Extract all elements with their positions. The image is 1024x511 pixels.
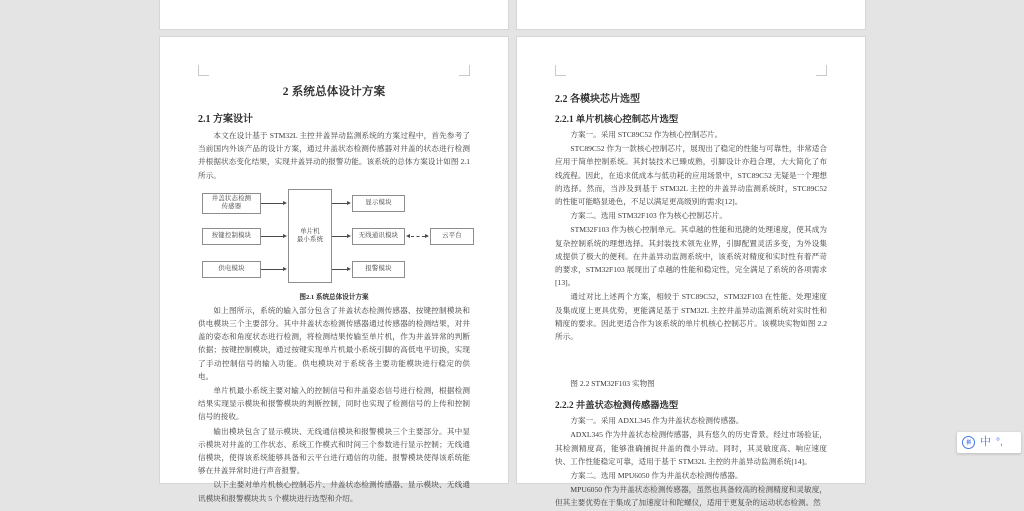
connector-mcu-display	[332, 203, 348, 204]
paragraph: 方案二。选用 STM32F103 作为核心控制芯片。	[570, 211, 727, 221]
ime-punctuation-mode-button[interactable]: °,	[996, 436, 1003, 448]
page-previous-left	[160, 0, 508, 29]
arrowhead	[347, 267, 351, 271]
connector-sensor-mcu	[261, 203, 284, 204]
ime-language-mode-button[interactable]: 中	[980, 436, 991, 448]
section-heading-2-2: 2.2 各模块芯片选型	[555, 94, 640, 105]
figure-image-placeholder	[555, 344, 827, 374]
paragraph: 通过对比上述两个方案，相较于 STC89C52，STM32F103 在性能、处理速度及集成度上更具优势，更能满足基于 STM32L 主控井盖异动监测系统对实时性和精度的要求。因此更适合作为该系统的单片机核心控制芯片。该模块实物如图 2.2 所示。	[555, 292, 827, 342]
arrowhead	[425, 234, 429, 238]
margin-mark-top-left	[555, 65, 566, 76]
section-heading-2-2-2: 2.2.2 井盖状态检测传感器选型	[555, 401, 679, 412]
connector-keys-mcu	[261, 236, 284, 237]
paragraph: 方案一。采用 ADXL345 作为井盖状态检测传感器。	[570, 416, 744, 426]
connector-mcu-alarm	[332, 269, 348, 270]
diagram-block-keys: 按键控制模块	[202, 228, 261, 245]
margin-mark-top-right	[459, 65, 470, 76]
arrowhead	[406, 234, 410, 238]
paragraph: 方案一。采用 STC89C52 作为核心控制芯片。	[570, 130, 723, 139]
arrowhead	[283, 267, 287, 271]
diagram-block-display: 显示模块	[352, 195, 405, 212]
paragraph: 本文在设计基于 STM32L 主控井盖异动监测系统的方案过程中，首先参考了当前国内外该产品的设计方案，通过井盖状态检测传感器对井盖的状态进行检测并根据状态变化结果，实现井盖异动的报警功能。该系统的总体方案设计如图 2.1 所示。	[198, 131, 470, 180]
page-right-body	[555, 83, 827, 511]
paragraph: 如上图所示，系统的输入部分包含了井盖状态检测传感器、按键控制模块和供电模块三个主要部分。其中井盖状态检测传感器通过传感器的检测结果，对井盖的姿态和角度状态进行检测，将检测结果传输至单片机，作为井盖异常的判断依据；按键控制模块，通过按键实现单片机最小系统引脚的高低电平切换，实现了手动控制信号的输入功能。供电模块对于系统各主要功能模块进行稳定的供电。	[198, 305, 470, 381]
diagram-block-cloud: 云平台	[430, 228, 474, 245]
figure-caption: 图 2.2 STM32F103 实物图	[570, 379, 655, 389]
ime-logo-icon[interactable]: 拼	[962, 436, 975, 449]
page-left-body	[198, 83, 470, 506]
paragraph: 方案二。选用 MPU6050 作为井盖状态检测传感器。	[570, 471, 743, 481]
page-left[interactable]	[160, 37, 508, 503]
margin-mark-top-right	[816, 65, 827, 76]
chapter-heading: 2 系统总体设计方案	[282, 86, 386, 98]
page-previous-right	[517, 0, 865, 29]
paragraph: 以下主要对单片机核心控制芯片、井盖状态检测传感器、显示模块、无线通讯模块和报警模块共 5 个模块进行选型和介绍。	[198, 480, 470, 503]
diagram-block-wireless: 无线通讯模块	[352, 228, 405, 245]
paragraph: ADXL345 作为井盖状态检测传感器，具有悠久的历史背景。经过市场验证，其检测精度高，能够准确捕捉井盖的微小异动。同时，其灵敏度高、响应速度快、工作性能稳定可靠，适用于基于 STM32L 主控的井盖异动监测系统[14]。	[555, 430, 827, 466]
system-block-diagram	[198, 187, 470, 288]
connector-power-mcu	[261, 269, 284, 270]
section-heading-2-1: 2.1 方案设计	[198, 114, 253, 125]
arrowhead	[347, 201, 351, 205]
connector-wireless-cloud	[411, 236, 425, 237]
arrowhead	[347, 234, 351, 238]
paragraph: STM32F103 作为核心控制单元。其卓越的性能和迅捷的处理速度，使其成为复杂控制系统的理想选择。其封装技术领先业界，引脚配置灵活多变，为外设集成提供了极大的便利。在井盖异动监测系统中，该系统对精度和实时性有着严苛的要求，STM32F103 展现出了卓越的性能和稳定性，完全满足了系统的各项需求[13]。	[555, 225, 827, 288]
section-heading-2-2-1: 2.2.1 单片机核心控制芯片选型	[555, 115, 679, 125]
margin-mark-top-left	[198, 65, 209, 76]
paragraph: MPU6050 作为井盖状态检测传感器，虽然也具备较高的检测精度和灵敏度，但其主要优势在于集成了加速度计和陀螺仪，适用于更复杂的运动状态检测。然	[555, 485, 827, 508]
paragraph: STC89C52 作为一款核心控制芯片，展现出了稳定的性能与可靠性，非常适合应用于简单控制系统。其封装技术已臻成熟，引脚设计亦趋合理，大大简化了布线流程。因此，在追求低成本与低功耗的应用场景中，STC89C52 无疑是一个理想的选择。然而，当涉及到基于 STM32L 主控的井盖异动监测系统时，STC89C52 的性能可能略显逊色，不足以满足更高级别的需求[12]。	[555, 144, 827, 207]
diagram-block-sensor: 井盖状态检测 传感器	[202, 193, 261, 214]
ime-floating-bar[interactable]	[957, 432, 1021, 453]
arrowhead	[283, 234, 287, 238]
arrowhead	[283, 201, 287, 205]
page-right[interactable]	[517, 37, 865, 508]
diagram-block-power: 供电模块	[202, 261, 261, 278]
diagram-block-alarm: 报警模块	[352, 261, 405, 278]
page-column-left	[160, 0, 508, 503]
paragraph: 单片机最小系统主要对输入的控制信号和井盖姿态信号进行检测，根据检测结果实现显示模块和报警模块的判断控制，同时也实现了检测信号的上传和控制信号的接收。	[198, 386, 470, 422]
figure-caption: 图2.1 系统总体设计方案	[299, 293, 369, 301]
paragraph: 输出模块包含了显示模块、无线通信模块和报警模块三个主要部分。其中显示模块对井盖的工作状态、系统工作模式和时间三个参数进行显示控制；无线通信模块，使得该系统能够具备和云平台进行通信的功能。报警模块使得该系统能够在井盖异常时进行声音报警。	[198, 426, 470, 476]
connector-mcu-wireless	[332, 236, 348, 237]
diagram-block-mcu: 单片机 最小系统	[288, 189, 332, 283]
page-column-right	[517, 0, 865, 508]
